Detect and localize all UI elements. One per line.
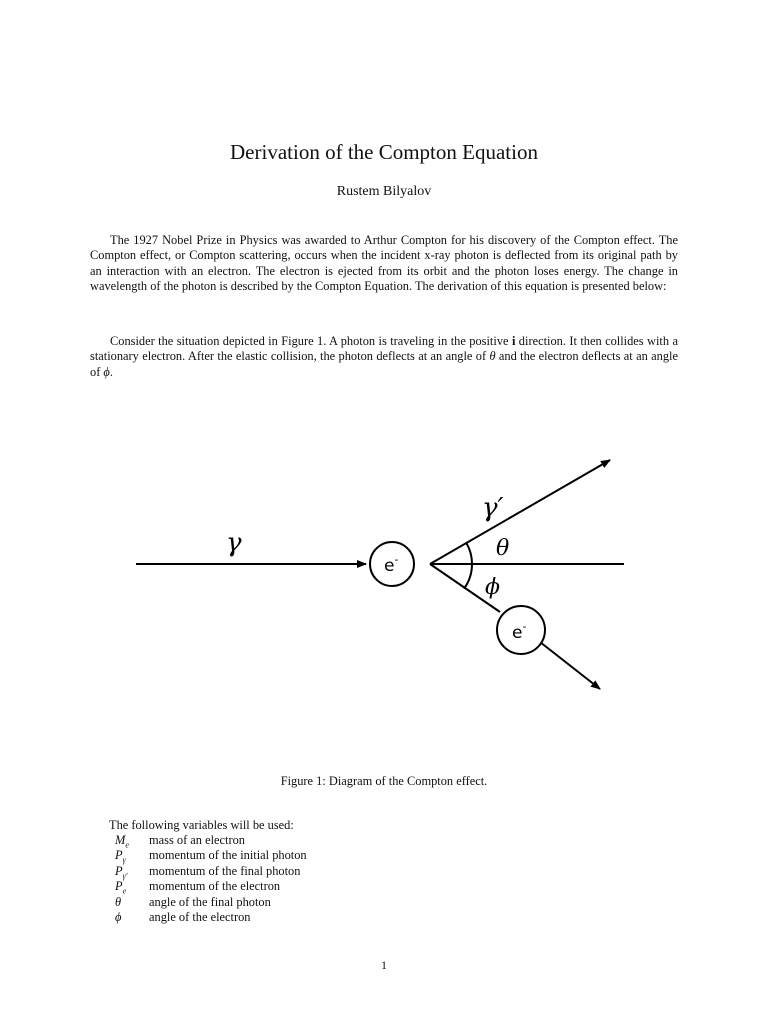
phi-arc [464,564,472,589]
theta-label: θ [496,536,510,561]
variable-description: momentum of the electron [149,879,281,894]
theta-symbol: θ [489,349,496,364]
scattered-photon-label: γ′ [482,493,504,523]
variable-symbol: θ [115,894,122,909]
page-number: 1 [381,958,387,972]
variable-symbol: $M_e$ [115,833,129,850]
variable-row [115,879,307,894]
electron-initial-label: e- [384,553,399,576]
incident-photon-label: γ [226,528,242,558]
variable-description: momentum of the final photon [149,863,301,878]
variables-list [115,833,307,925]
intro-paragraph: The 1927 Nobel Prize in Physics was awarded to Arthur Compton for his discovery of the Compton effect. The Compton effect, or Compton scattering, occurs when the incident x-ray photon is deflected from its original path by an interaction with an electron. The electron is ejected from its orbit and the photon loses energy. The change in wavelength of the photon is described by the Compton Equation. The derivation of this equation is presented below: [90,233,678,294]
situation-text-1: Consider the situation depicted in Figure 1. A photon is traveling in the positive [110,334,512,348]
variable-description: momentum of the initial photon [149,848,307,863]
variable-symbol: $P_{\gamma'}$ [115,863,128,881]
variable-row [115,864,307,879]
variable-symbol: ϕ [115,909,122,924]
electron-exit-line [540,642,600,689]
variable-row [115,910,307,925]
variable-symbol: $P_\gamma$ [115,848,126,865]
situation-text-3: and the electron deflects at an angle of [90,349,678,379]
unit-vector-i: i [511,334,516,348]
electron-final-label: e- [512,620,527,643]
compton-diagram [0,440,768,710]
situation-text-4: . [109,364,113,379]
theta-arc [466,543,472,564]
phi-symbol: ϕ [103,364,110,379]
variables-intro: The following variables will be used: [109,818,294,832]
variable-description: angle of the electron [149,909,251,924]
page-title: Derivation of the Compton Equation [230,140,538,164]
variable-row [115,848,307,863]
variable-symbol: $P_e$ [115,879,127,896]
variable-description: mass of an electron [149,833,245,847]
variable-description: angle of the final photon [149,894,271,909]
variable-row [115,833,307,848]
author-name: Rustem Bilyalov [336,184,432,199]
figure-caption: Figure 1: Diagram of the Compton effect. [280,774,488,788]
situation-text-2: direction. It then collides with a stationary electron. After the elastic collision, the photon deflects at an angle of [90,334,678,364]
scattered-photon-line [430,460,610,564]
situation-paragraph [90,334,678,380]
variable-row [115,895,307,910]
phi-label: ϕ [485,575,500,600]
